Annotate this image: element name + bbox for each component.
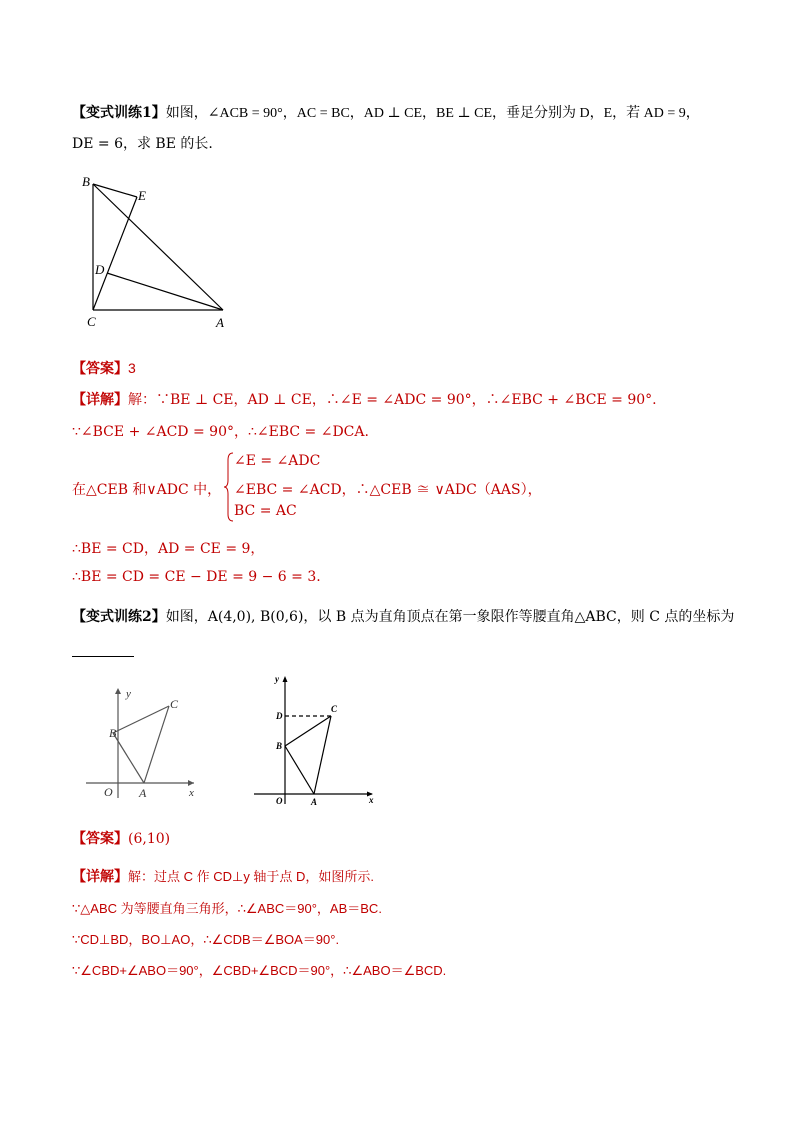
- detail-1-line-4: ∴BE = CD，AD = CE = 9，: [72, 541, 265, 557]
- label-D: D: [95, 262, 105, 277]
- label-A: A: [216, 315, 224, 330]
- answer-1: [72, 358, 136, 378]
- answer-blank: [72, 656, 134, 657]
- answer-2: [72, 828, 170, 848]
- system-conclusion: ，∴△CEB ≅ ∨ADC（AAS），: [341, 482, 542, 498]
- detail-label: 【详解】: [72, 869, 128, 885]
- system-eq-3: BC = AC: [234, 503, 297, 519]
- detail-2-line-2: ∵△ABC 为等腰直角三角形，∴∠ABC＝90°，AB＝BC.: [72, 901, 382, 916]
- exercise-1-line-2: DE = 6，求 BE 的长.: [72, 136, 213, 152]
- axis-x-label: x: [369, 795, 374, 805]
- exercise-1-text: 如图，∠ACB = 90°，AC = BC，AD ⊥ CE，BE ⊥ CE，垂足分别为 D，E，若 AD = 9，: [165, 106, 700, 121]
- label-C: C: [87, 314, 96, 329]
- label-A: A: [311, 797, 318, 807]
- figure-triangle-1: [80, 172, 240, 332]
- detail-text: 解：∵BE ⊥ CE，AD ⊥ CE，∴∠E = ∠ADC = 90°，∴∠EBC + ∠BCE = 90°.: [128, 392, 657, 408]
- exercise-2-line: [72, 606, 734, 626]
- detail-1-line-2: ∵∠BCE + ∠ACD = 90°，∴∠EBC = ∠DCA.: [72, 424, 369, 440]
- figure-coordinate-2: [254, 674, 380, 806]
- detail-2-line-4: ∵∠CBD+∠ABO＝90°，∠CBD+∠BCD＝90°，∴∠ABO＝∠BCD.: [72, 963, 447, 978]
- exercise-2-label: 【变式训练2】: [72, 609, 166, 625]
- detail-1-line-5: ∴BE = CD = CE − DE = 9 − 6 = 3.: [72, 569, 321, 585]
- system-eq-2: [234, 479, 542, 499]
- answer-value: 3: [128, 360, 136, 376]
- detail-1-line-3-prefix: 在△CEB 和∨ADC 中，: [72, 482, 222, 498]
- detail-2-line-3: ∵CD⊥BD，BO⊥AO，∴∠CDB＝∠BOA＝90°.: [72, 932, 340, 947]
- label-C: C: [331, 704, 338, 714]
- detail-1-line-1: [72, 389, 657, 409]
- answer-label: 【答案】: [72, 361, 128, 377]
- label-O: O: [276, 796, 283, 806]
- label-O: O: [104, 785, 113, 799]
- label-B: B: [109, 726, 117, 740]
- brace-icon: [224, 452, 234, 522]
- answer-label: 【答案】: [72, 831, 128, 847]
- detail-label: 【详解】: [72, 392, 128, 408]
- exercise-1-label: 【变式训练1】: [72, 105, 166, 121]
- axis-y-label: y: [275, 674, 279, 684]
- system-eq-2-text: ∠EBC = ∠ACD: [234, 482, 342, 498]
- label-B: B: [276, 741, 283, 751]
- detail-2-line-1: [72, 866, 374, 886]
- label-E: E: [138, 188, 146, 203]
- exercise-2-text: 如图，A(4,0), B(0,6)，以 B 点为直角顶点在第一象限作等腰直角△ABC，则 C 点的坐标为: [165, 609, 735, 625]
- system-eq-1: ∠E = ∠ADC: [234, 453, 321, 469]
- exercise-1-line-1: [72, 102, 700, 122]
- figure-coordinate-1: [86, 686, 206, 801]
- label-C: C: [170, 697, 179, 711]
- label-D: D: [276, 711, 283, 721]
- label-A: A: [139, 786, 147, 800]
- detail-text: 解：过点 C 作 CD⊥y 轴于点 D，如图所示.: [128, 869, 375, 884]
- axis-y-label: y: [126, 688, 131, 700]
- label-B: B: [82, 174, 90, 189]
- axis-x-label: x: [189, 787, 194, 799]
- answer-value: (6,10): [128, 831, 171, 847]
